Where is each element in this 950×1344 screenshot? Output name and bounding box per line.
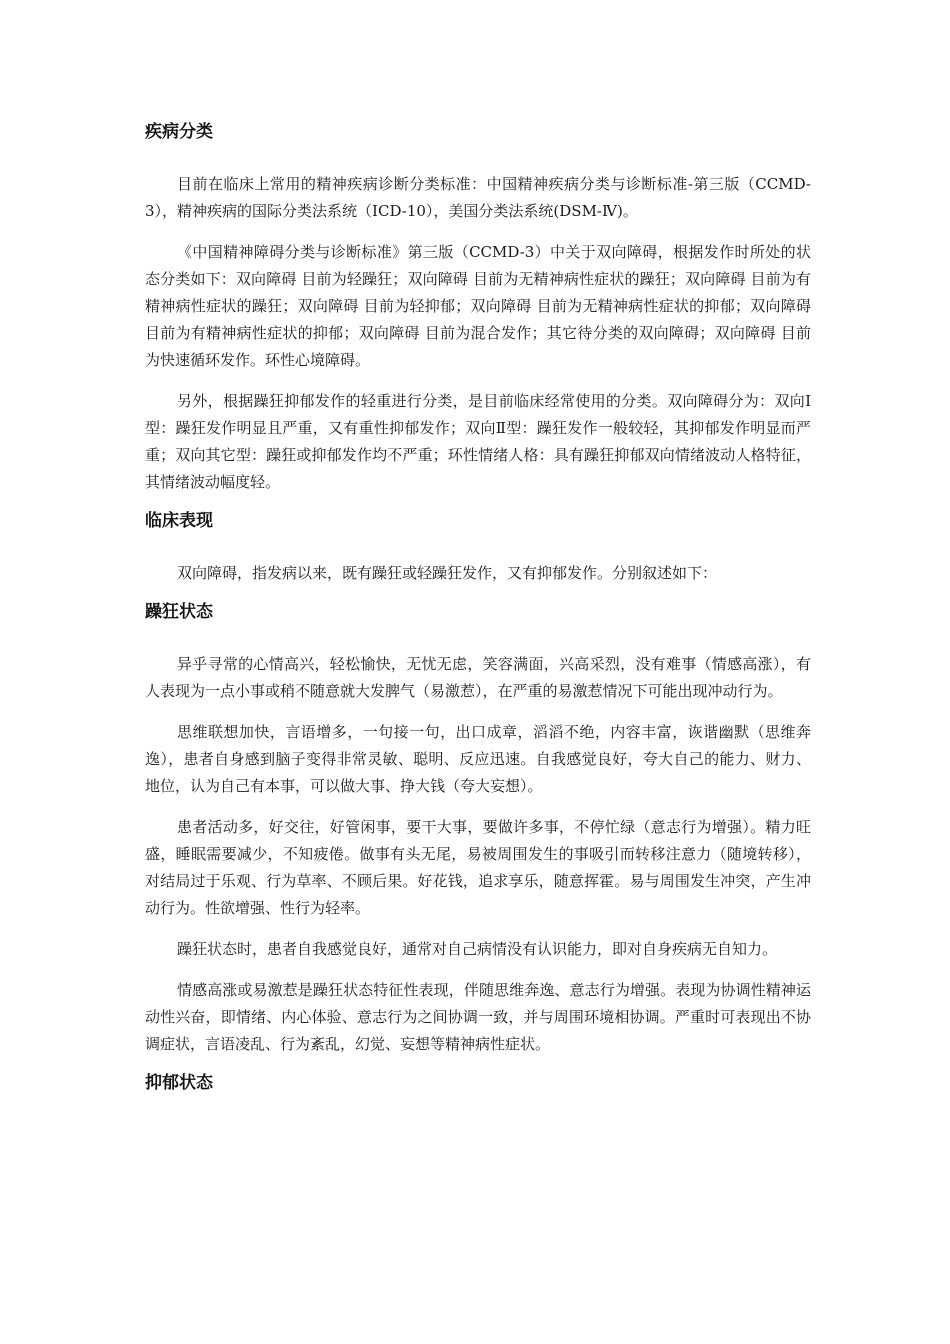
- paragraph: 《中国精神障碍分类与诊断标准》第三版（CCMD-3）中关于双向障碍，根据发作时所处的状态分类如下：双向障碍 目前为轻躁狂；双向障碍 目前为无精神病性症状的躁狂；双向障碍 目前为有精神病性症状的躁狂；双向障碍 目前为轻抑郁；双向障碍 目前为无精神病性症状的抑郁；双向障碍 目前为有精神病性症状的抑郁；双向障碍 目前为混合发作；其它待分类的双向障碍；双向障碍 目前为快速循环发作。环性心境障碍。: [145, 243, 811, 369]
- section-heading: 临床表现: [145, 511, 213, 531]
- section-heading: 疾病分类: [145, 122, 213, 142]
- document-page: [145, 120, 811, 1095]
- paragraph: 双向障碍，指发病以来，既有躁狂或轻躁狂发作，又有抑郁发作。分别叙述如下：: [177, 564, 718, 582]
- section-heading: 躁狂状态: [145, 602, 213, 622]
- paragraph: 异乎寻常的心情高兴，轻松愉快，无忧无虑，笑容满面，兴高采烈，没有难事（情感高涨），有人表现为一点小事或稍不随意就大发脾气（易激惹），在严重的易激惹情况下可能出现冲动行为。: [145, 655, 811, 700]
- paragraph: 患者活动多，好交往，好管闲事，要干大事，要做许多事，不停忙绿（意志行为增强）。精力旺盛，睡眠需要减少，不知疲倦。做事有头无尾，易被周围发生的事吸引而转移注意力（随境转移），对结局过于乐观、行为草率、不顾后果。好花钱，追求享乐，随意挥霍。易与周围发生冲突，产生冲动行为。性欲增强、性行为轻率。: [145, 818, 811, 917]
- section-heading: 抑郁状态: [145, 1073, 213, 1093]
- paragraph: 躁狂状态时，患者自我感觉良好，通常对自己病情没有认识能力，即对自身疾病无自知力。: [177, 940, 778, 958]
- paragraph: 目前在临床上常用的精神疾病诊断分类标准：中国精神疾病分类与诊断标准-第三版（CCMD-3），精神疾病的国际分类法系统（ICD-10），美国分类法系统(DSM-Ⅳ)。: [145, 175, 811, 220]
- paragraph: 思维联想加快，言语增多，一句接一句，出口成章，滔滔不绝，内容丰富，诙谐幽默（思维奔逸），患者自身感到脑子变得非常灵敏、聪明、反应迅速。自我感觉良好，夸大自己的能力、财力、地位，认为自己有本事，可以做大事、挣大钱（夸大妄想）。: [145, 723, 811, 795]
- paragraph: 另外，根据躁狂抑郁发作的轻重进行分类，是目前临床经常使用的分类。双向障碍分为：双向Ⅰ型：躁狂发作明显且严重，又有重性抑郁发作；双向Ⅱ型：躁狂发作一般较轻，其抑郁发作明显而严重；双向其它型：躁狂或抑郁发作均不严重；环性情绪人格：具有躁狂抑郁双向情绪波动人格特征，其情绪波动幅度轻。: [145, 392, 811, 491]
- paragraph: 情感高涨或易激惹是躁狂状态特征性表现，伴随思维奔逸、意志行为增强。表现为协调性精神运动性兴奋，即情绪、内心体验、意志行为之间协调一致，并与周围环境相协调。严重时可表现出不协调症状，言语凌乱、行为紊乱，幻觉、妄想等精神病性症状。: [145, 981, 811, 1053]
